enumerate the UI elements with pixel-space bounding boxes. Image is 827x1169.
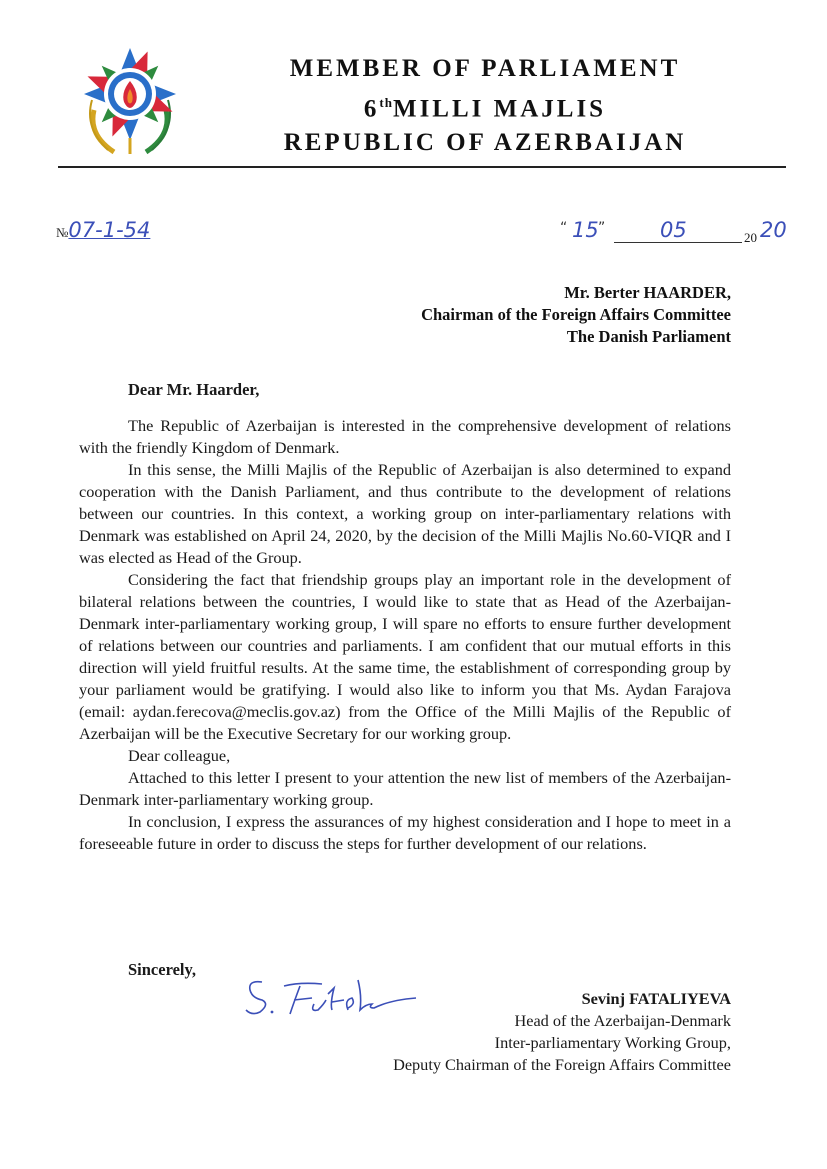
letterhead-ordinal-suffix: th bbox=[379, 95, 393, 110]
date-close-quote: ” bbox=[598, 220, 606, 236]
reference-number-handwritten: 07-1-54 bbox=[68, 218, 151, 242]
letterhead-line-2 bbox=[250, 86, 720, 126]
letter-body bbox=[79, 415, 731, 855]
date-month-underline bbox=[614, 242, 742, 243]
date-year-printed: 20 bbox=[744, 230, 757, 245]
letterhead-ordinal: 6 bbox=[363, 95, 380, 123]
body-paragraph: In conclusion, I express the assurances of my highest consideration and I hope to meet in a foreseeable future in order to discuss the steps for further development of our relations. bbox=[79, 812, 731, 853]
signer-title-line-2: Inter-parliamentary Working Group, bbox=[494, 1033, 731, 1052]
signer-name: Sevinj FATALIYEVA bbox=[581, 989, 731, 1008]
body-paragraph: Dear colleague, bbox=[128, 746, 231, 765]
date-open-quote: “ bbox=[560, 220, 568, 236]
body-paragraph: Attached to this letter I present to your attention the new list of members of the Azerbaijan-Denmark inter-parliamentary working group. bbox=[79, 768, 731, 809]
body-paragraph: Considering the fact that friendship groups play an important role in the development of bilateral relations between the countries, I would like to state that as Head of the Azerbaijan-Denmark inter-parliamentary working group, I will spare no efforts to ensure further development of relations between our countries and parliaments. I am confident that our mutual efforts in this direction will yield fruitful results. At the same time, the establishment of corresponding group by your parliament would be gratifying. I would also like to inform you that Ms. Aydan Farajova (email: aydan.ferecova@meclis.gov.az) from the Office of the Milli Majlis of the Republic of Azerbaijan will be the Executive Secretary for our working group. bbox=[79, 570, 731, 743]
letterhead-line-3: REPUBLIC OF AZERBAIJAN bbox=[283, 129, 687, 157]
signer-block bbox=[393, 988, 731, 1076]
letter-date bbox=[560, 218, 790, 248]
addressee-title: Chairman of the Foreign Affairs Committee bbox=[421, 305, 731, 324]
azerbaijan-coat-of-arms-icon bbox=[74, 40, 186, 158]
signer-title-line-3: Deputy Chairman of the Foreign Affairs Committee bbox=[393, 1055, 731, 1074]
addressee-block bbox=[421, 282, 731, 348]
body-paragraph: In this sense, the Milli Majlis of the Republic of Azerbaijan is also determined to expand cooperation with the Danish Parliament, and thus contribute to the development of relations between our countries. In this context, a working group on inter-parliamentary relations with Denmark was established on April 24, 2020, by the decision of the Milli Majlis No.60-VIQR and I was elected as Head of the Group. bbox=[79, 460, 731, 567]
signer-title-line-1: Head of the Azerbaijan-Denmark bbox=[514, 1011, 731, 1030]
reference-prefix: № bbox=[56, 225, 69, 240]
addressee-organization: The Danish Parliament bbox=[566, 327, 731, 346]
body-paragraph: The Republic of Azerbaijan is interested in the comprehensive development of relations with the friendly Kingdom of Denmark. bbox=[79, 416, 731, 457]
letterhead-majlis: MILLI MAJLIS bbox=[392, 95, 607, 123]
date-year-handwritten: 20 bbox=[760, 218, 787, 242]
reference-number bbox=[56, 218, 150, 242]
letterhead-divider bbox=[58, 166, 786, 168]
letterhead-line-1: MEMBER OF PARLIAMENT bbox=[289, 55, 681, 82]
date-month-handwritten: 05 bbox=[660, 218, 687, 242]
letterhead bbox=[250, 52, 720, 160]
salutation: Dear Mr. Haarder, bbox=[128, 380, 260, 399]
closing: Sincerely, bbox=[128, 960, 196, 979]
addressee-name: Mr. Berter HAARDER, bbox=[564, 283, 731, 302]
date-day-handwritten: 15 bbox=[572, 218, 599, 242]
